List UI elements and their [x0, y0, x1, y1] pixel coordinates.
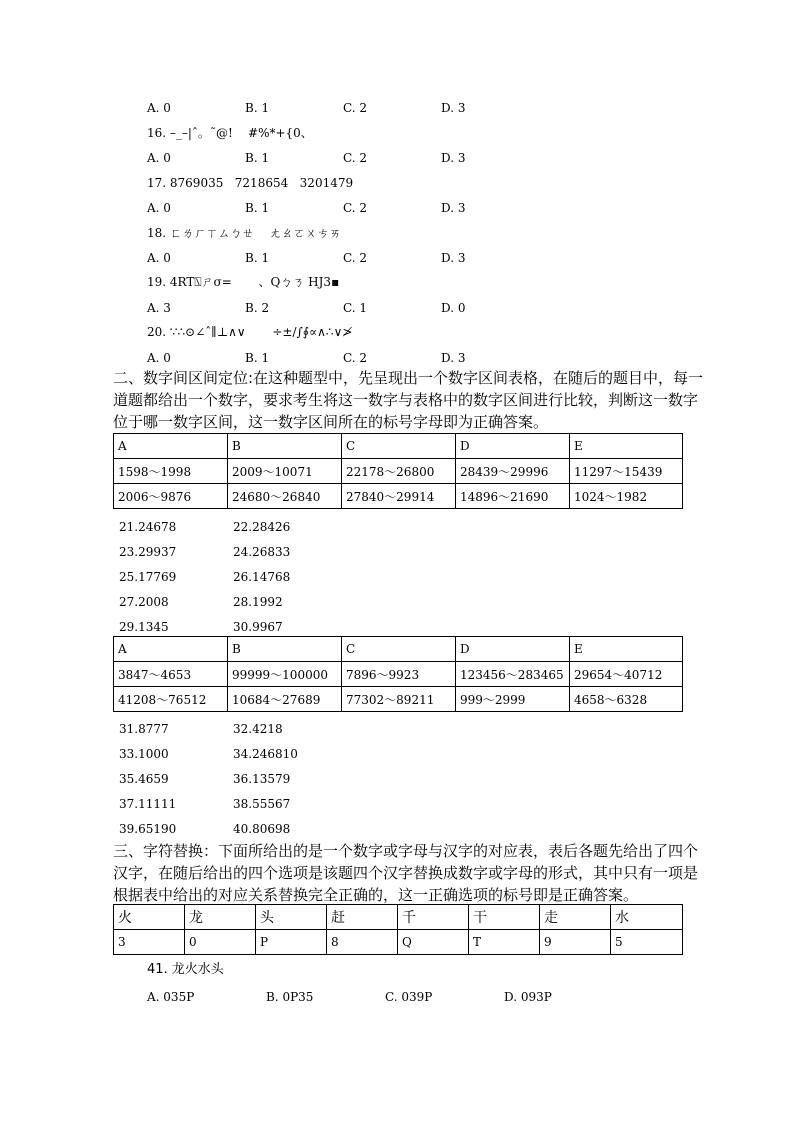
question-item: 33.1000: [119, 747, 169, 761]
option-a[interactable]: A. 0: [147, 201, 171, 215]
range-cell: 4658～6328: [570, 687, 683, 712]
table-header-row: [114, 637, 683, 662]
range-cell: 123456～283465: [456, 662, 570, 687]
question-17: 17. 8769035 7218654 3201479: [147, 176, 354, 190]
question-item: 38.55567: [233, 797, 291, 811]
intro-line: 三、字符替换：下面所给出的是一个数字或字母与汉字的对应表，表后各题先给出了四个: [113, 842, 699, 860]
option-a[interactable]: A. 0: [147, 251, 171, 265]
question-item: 32.4218: [233, 722, 283, 736]
table-row: [114, 484, 683, 509]
char-cell: 火: [114, 905, 185, 930]
question-item: 29.1345: [119, 620, 169, 634]
option-d[interactable]: D. 3: [441, 251, 466, 265]
header-cell: D: [456, 637, 570, 662]
range-cell: 14896～21690: [456, 484, 570, 509]
question-20: 20. ∵∴⊙∠ˆ∥⊥∧∨ ÷±/∫∮∝∧∴∨≯: [147, 325, 353, 339]
char-cell: 龙: [185, 905, 256, 930]
question-item: 35.4659: [119, 772, 169, 786]
option-c[interactable]: C. 2: [343, 201, 368, 215]
chars-row: [114, 905, 683, 930]
question-item: 27.2008: [119, 595, 169, 609]
question-item: 31.8777: [119, 722, 169, 736]
option-b[interactable]: B. 1: [245, 101, 270, 115]
code-cell: 8: [327, 930, 398, 955]
char-cell: 头: [256, 905, 327, 930]
option-c[interactable]: C. 2: [343, 351, 368, 365]
range-cell: 41208～76512: [114, 687, 228, 712]
code-cell: T: [469, 930, 540, 955]
option-d[interactable]: D. 093P: [504, 990, 552, 1004]
range-cell: 999～2999: [456, 687, 570, 712]
option-c[interactable]: C. 1: [343, 301, 368, 315]
table-row: [114, 687, 683, 712]
option-b[interactable]: B. 1: [245, 351, 270, 365]
range-cell: 27840～29914: [342, 484, 456, 509]
code-cell: 0: [185, 930, 256, 955]
intro-line: 位于哪一数字区间，这一数字区间所在的标号字母即为正确答案。: [113, 413, 549, 431]
option-a[interactable]: A. 3: [147, 301, 171, 315]
option-b[interactable]: B. 1: [245, 251, 270, 265]
code-cell: 9: [540, 930, 611, 955]
option-d[interactable]: D. 3: [441, 201, 466, 215]
question-item: 40.80698: [233, 822, 291, 836]
question-item: 30.9967: [233, 620, 283, 634]
range-cell: 77302～89211: [342, 687, 456, 712]
char-cell: 干: [469, 905, 540, 930]
question-item: 22.28426: [233, 520, 291, 534]
question-item: 25.17769: [119, 570, 177, 584]
option-d[interactable]: D. 3: [441, 101, 466, 115]
code-cell: 3: [114, 930, 185, 955]
question-16: 16. –_–|ˆ。˜@! #%*+{0、: [147, 126, 313, 140]
option-a[interactable]: A. 035P: [147, 990, 195, 1004]
codes-row: [114, 930, 683, 955]
header-cell: A: [114, 434, 228, 459]
question-item: 39.65190: [119, 822, 177, 836]
option-c[interactable]: C. 2: [343, 101, 368, 115]
char-cell: 赶: [327, 905, 398, 930]
intro-line: 汉字，在随后给出的四个选项是该题四个汉字替换成数字或字母的形式，其中只有一项是: [113, 864, 699, 882]
header-cell: E: [570, 434, 683, 459]
code-cell: Q: [398, 930, 469, 955]
range-cell: 29654～40712: [570, 662, 683, 687]
char-cell: 水: [611, 905, 683, 930]
question-item: 23.29937: [119, 545, 177, 559]
option-b[interactable]: B. 1: [245, 151, 270, 165]
question-item: 36.13579: [233, 772, 291, 786]
header-cell: D: [456, 434, 570, 459]
range-cell: 24680～26840: [228, 484, 342, 509]
option-c[interactable]: C. 039P: [385, 990, 433, 1004]
range-cell: 99999～100000: [228, 662, 342, 687]
table-header-row: [114, 434, 683, 459]
option-a[interactable]: A. 0: [147, 151, 171, 165]
range-cell: 1024～1982: [570, 484, 683, 509]
range-cell: 2009～10071: [228, 459, 342, 484]
header-cell: E: [570, 637, 683, 662]
section-3-intro: [113, 840, 699, 906]
range-cell: 2006～9876: [114, 484, 228, 509]
question-item: 28.1992: [233, 595, 283, 609]
range-table-1: [113, 433, 683, 509]
range-cell: 22178～26800: [342, 459, 456, 484]
table-row: [114, 459, 683, 484]
question-19: 19. 4RT⍂ㄕσ= 、Qㄅㄋ HJ3▪: [147, 275, 340, 289]
section-2-intro: [113, 367, 704, 433]
option-d[interactable]: D. 3: [441, 351, 466, 365]
range-cell: 28439～29996: [456, 459, 570, 484]
header-cell: C: [342, 637, 456, 662]
header-cell: B: [228, 637, 342, 662]
option-b[interactable]: B. 0P35: [266, 990, 314, 1004]
option-a[interactable]: A. 0: [147, 101, 171, 115]
code-cell: 5: [611, 930, 683, 955]
option-c[interactable]: C. 2: [343, 251, 368, 265]
question-18: 18. ㄈㄌㄏㄒㄙㄅㄝ ㄤㄠㄛㄨㄘㄞ: [147, 226, 342, 240]
option-b[interactable]: B. 1: [245, 201, 270, 215]
char-cell: 走: [540, 905, 611, 930]
range-cell: 3847～4653: [114, 662, 228, 687]
question-item: 34.246810: [233, 747, 298, 761]
question-item: 26.14768: [233, 570, 291, 584]
header-cell: B: [228, 434, 342, 459]
code-cell: P: [256, 930, 327, 955]
question-item: 37.11111: [119, 797, 177, 811]
char-cell: 千: [398, 905, 469, 930]
range-cell: 7896～9923: [342, 662, 456, 687]
option-a[interactable]: A. 0: [147, 351, 171, 365]
range-cell: 1598～1998: [114, 459, 228, 484]
char-code-table: [113, 904, 683, 955]
header-cell: C: [342, 434, 456, 459]
question-item: 24.26833: [233, 545, 291, 559]
intro-line: 根据表中给出的对应关系替换完全正确的，这一正确选项的标号即是正确答案。: [113, 886, 639, 904]
option-b[interactable]: B. 2: [245, 301, 270, 315]
header-cell: A: [114, 637, 228, 662]
option-d[interactable]: D. 3: [441, 151, 466, 165]
intro-line: 二、数字间区间定位:在这种题型中，先呈现出一个数字区间表格，在随后的题目中，每一: [113, 369, 704, 387]
option-c[interactable]: C. 2: [343, 151, 368, 165]
range-table-2: [113, 636, 683, 712]
range-cell: 10684～27689: [228, 687, 342, 712]
question-41: 41. 龙火水头: [147, 962, 224, 977]
table-row: [114, 662, 683, 687]
intro-line: 道题都给出一个数字，要求考生将这一数字与表格中的数字区间进行比较，判断这一数字: [113, 391, 699, 409]
range-cell: 11297～15439: [570, 459, 683, 484]
option-d[interactable]: D. 0: [441, 301, 466, 315]
question-item: 21.24678: [119, 520, 177, 534]
